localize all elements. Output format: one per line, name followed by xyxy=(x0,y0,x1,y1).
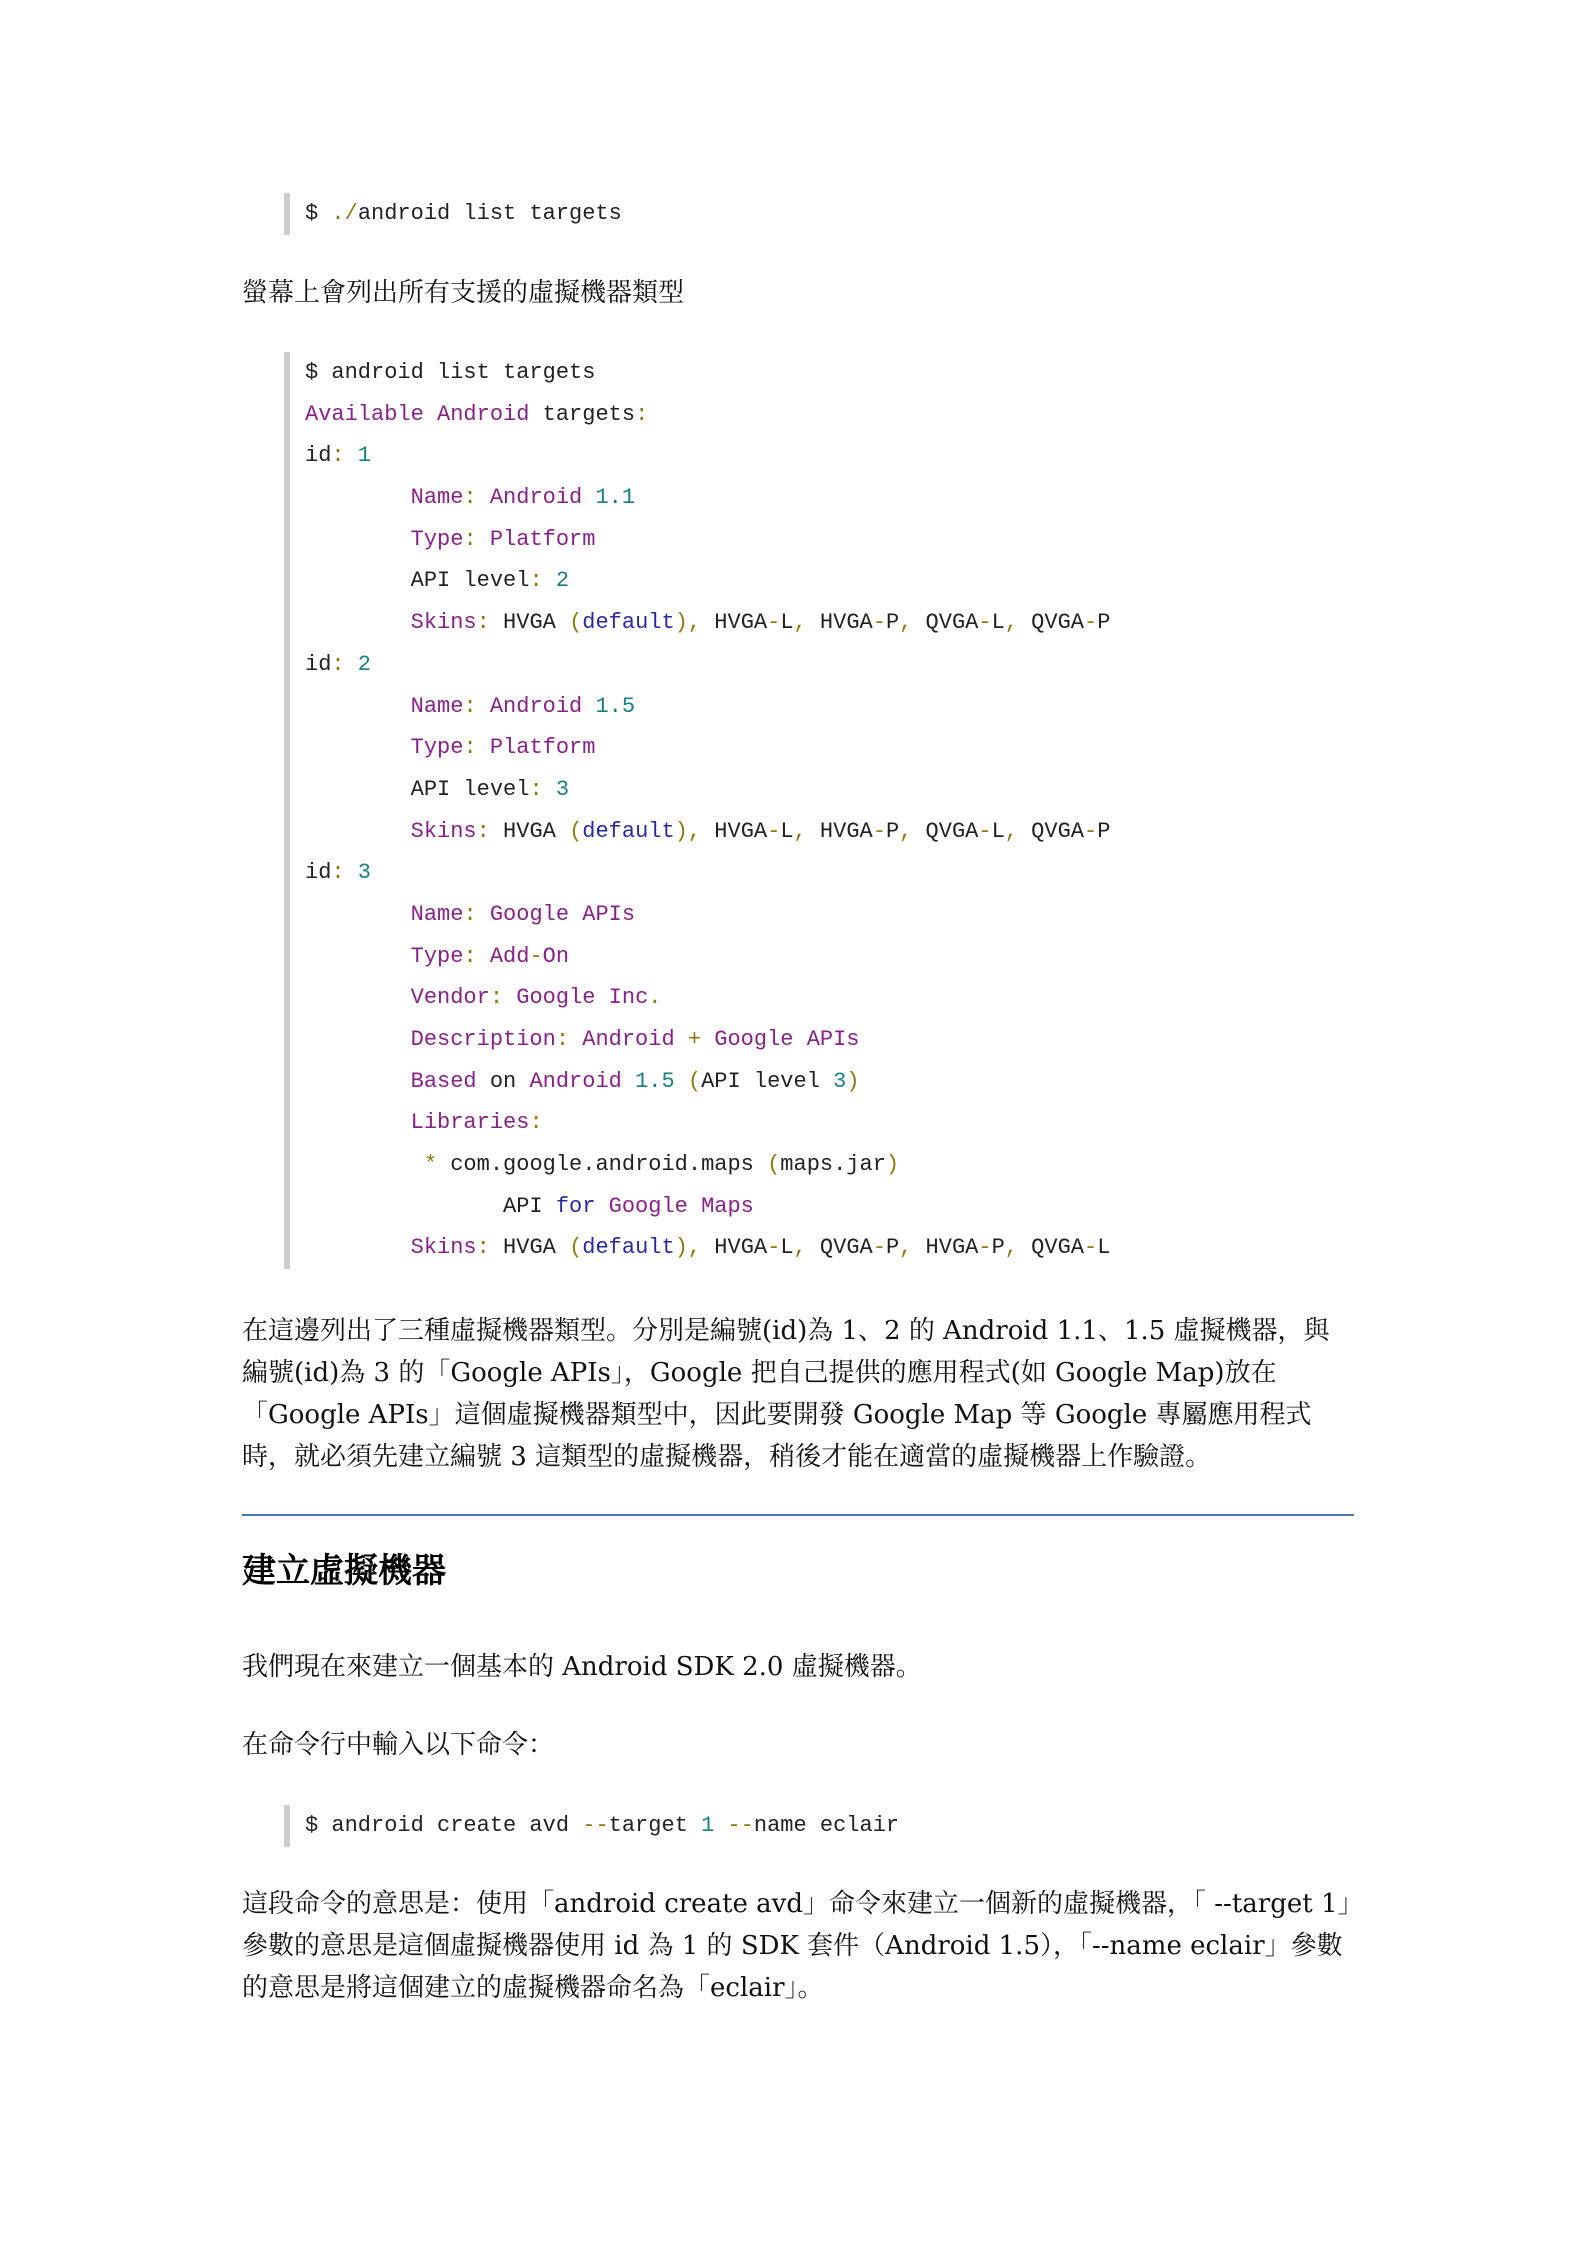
code-token: default xyxy=(582,818,675,844)
code-line xyxy=(305,1144,1110,1186)
code-line xyxy=(305,644,1110,686)
code-token: + xyxy=(674,1027,715,1052)
code-token: : xyxy=(463,526,477,552)
code-token: ( xyxy=(569,818,583,844)
code-line xyxy=(305,936,1110,978)
code-token: , xyxy=(793,818,807,844)
code-token: ) xyxy=(885,1152,900,1178)
code-token: Available Android xyxy=(305,401,530,427)
code-token: P xyxy=(885,818,900,844)
code-token: Description xyxy=(305,1027,556,1052)
code-line xyxy=(305,435,1110,477)
code-token: : xyxy=(476,1235,490,1261)
code-token: target xyxy=(608,1813,702,1838)
code-token: HVGA xyxy=(489,818,570,844)
code-token: ( xyxy=(767,1152,781,1178)
code-token: ), xyxy=(674,818,702,844)
section-divider xyxy=(242,1514,1354,1516)
code-token: Google APIs xyxy=(714,1027,860,1052)
code-token: - xyxy=(1083,1235,1098,1261)
section-heading: 建立虛擬機器 xyxy=(242,1551,446,1591)
paragraph-intro: 螢幕上會列出所有支援的虛擬機器類型 xyxy=(242,278,685,308)
code-token: / xyxy=(344,201,358,226)
code-token: API xyxy=(305,1193,556,1219)
code-token: Google Inc xyxy=(503,985,649,1011)
code-token: Name xyxy=(305,693,464,719)
code-token: - xyxy=(978,818,992,844)
code-token: Type xyxy=(305,943,464,969)
code-token: Platform xyxy=(476,735,596,761)
code-token: Skins xyxy=(305,818,477,844)
code-token: - xyxy=(978,1235,992,1261)
code-token: for xyxy=(555,1193,596,1219)
code-token: $ xyxy=(305,201,332,226)
code-token: : xyxy=(489,985,504,1011)
code-token: * xyxy=(305,1152,451,1178)
paragraph-create-intro: 我們現在來建立一個基本的 Android SDK 2.0 虛擬機器。 xyxy=(242,1652,922,1682)
code-token: Platform xyxy=(476,526,596,552)
code-token: : xyxy=(331,443,345,469)
code-token: , xyxy=(1004,818,1018,844)
code-token: - xyxy=(872,610,886,636)
code-token: : xyxy=(476,610,490,636)
code-token: - xyxy=(1083,818,1098,844)
code-token: L xyxy=(780,818,794,844)
code-token: -- xyxy=(582,1813,609,1838)
code-line xyxy=(305,1102,1110,1144)
code-token: 3 xyxy=(833,1068,847,1094)
code-token: : xyxy=(529,568,543,594)
code-token: Android xyxy=(476,693,583,719)
code-token: ( xyxy=(569,610,583,636)
code-token: , xyxy=(899,818,913,844)
code-token: QVGA xyxy=(1017,1235,1084,1261)
code-token: HVGA xyxy=(489,610,570,636)
code-token: : xyxy=(463,693,477,719)
code-token: HVGA xyxy=(701,1235,768,1261)
code-line xyxy=(305,1019,1110,1061)
code-token: : xyxy=(635,401,649,427)
code-line xyxy=(305,477,1110,519)
code-token: - xyxy=(978,610,992,636)
code-token: QVGA xyxy=(912,818,979,844)
code-token: 1.5 xyxy=(621,1068,675,1094)
code-block-create-avd xyxy=(284,1805,899,1847)
code-token: Based xyxy=(305,1068,477,1094)
code-token: : xyxy=(476,818,490,844)
code-token: 2 xyxy=(344,651,372,677)
code-line xyxy=(305,811,1110,853)
code-token: Libraries xyxy=(305,1110,530,1136)
code-line xyxy=(305,394,1110,436)
code-token: : xyxy=(463,943,477,969)
code-line xyxy=(305,1186,1110,1228)
code-token: Android xyxy=(529,1068,622,1094)
code-token: android list targets xyxy=(357,201,622,226)
code-token: 1.5 xyxy=(582,693,636,719)
code-token: ), xyxy=(674,610,702,636)
code-token: . xyxy=(648,985,662,1011)
code-line xyxy=(305,352,1110,394)
code-token: Name xyxy=(305,485,464,511)
code-token: Type xyxy=(305,735,464,761)
code-token: Google Maps xyxy=(595,1193,754,1219)
code-line xyxy=(305,727,1110,769)
paragraph-cmd-prompt: 在命令行中輸入以下命令： xyxy=(242,1730,555,1760)
code-token: Vendor xyxy=(305,985,490,1011)
code-token: , xyxy=(1004,1235,1018,1261)
code-token: On xyxy=(542,943,570,969)
code-token: HVGA xyxy=(806,610,873,636)
paragraph-explain: 在這邊列出了三種虛擬機器類型。分別是編號(id)為 1、2 的 Android 1.1、1.5 虛擬機器，與編號(id)為 3 的「Google APIs」，Google 把自己提供的應用程式(如 Google Map)放在「Google APIs」這個虛擬機器類型中，因此要開發 Google Map 等 Google 專屬應用程式時，就必須先建立編號 3 這類型的虛擬機器，稍後才能在適當的虛擬機器上作驗證。 xyxy=(242,1316,1330,1472)
code-token: - xyxy=(767,818,781,844)
code-token: QVGA xyxy=(912,610,979,636)
code-token: Skins xyxy=(305,1235,477,1261)
code-token: API level xyxy=(305,568,530,594)
code-token: 1.1 xyxy=(582,485,636,511)
code-token: HVGA xyxy=(806,818,873,844)
code-token: 3 xyxy=(542,776,570,802)
code-token: ) xyxy=(846,1068,860,1094)
code-token: , xyxy=(1004,610,1018,636)
code-token: . xyxy=(331,201,345,226)
code-token: on xyxy=(476,1068,530,1094)
code-line xyxy=(305,602,1110,644)
code-token: L xyxy=(780,1235,794,1261)
code-line xyxy=(305,977,1110,1019)
code-token: ( xyxy=(674,1068,702,1094)
code-token: HVGA xyxy=(489,1235,570,1261)
code-token: Google APIs xyxy=(476,901,636,927)
code-token: $ android create avd xyxy=(305,1813,583,1838)
code-token: ), xyxy=(674,1235,702,1261)
code-token: QVGA xyxy=(1017,610,1084,636)
code-token: Name xyxy=(305,901,464,927)
code-token: 1 xyxy=(701,1813,715,1838)
paragraph-cmd-explain: 這段命令的意思是：使用「android create avd」命令來建立一個新的虛擬機器，「 --target 1」參數的意思是這個虛擬機器使用 id 為 1 的 SDK 套件（Android 1.5），「--name eclair」參數的意思是將這個建立的虛擬機器命名為「eclair」。 xyxy=(242,1889,1351,2003)
code-token: name eclair xyxy=(753,1813,900,1838)
code-token: id xyxy=(305,860,332,886)
code-token: L xyxy=(991,610,1005,636)
code-token: P xyxy=(885,610,900,636)
code-token: Skins xyxy=(305,610,477,636)
code-token: $ android list targets xyxy=(305,360,596,385)
code-token: : xyxy=(529,776,543,802)
code-token: P xyxy=(1097,610,1111,636)
code-line xyxy=(305,1805,899,1847)
code-token: -- xyxy=(714,1813,754,1838)
code-token: QVGA xyxy=(1017,818,1084,844)
code-token: id xyxy=(305,651,332,677)
code-line xyxy=(305,769,1110,811)
code-token: L xyxy=(1097,1235,1111,1261)
code-token: Android xyxy=(569,1027,675,1052)
code-token: : xyxy=(331,860,345,886)
code-token: - xyxy=(767,610,781,636)
code-token: : xyxy=(463,485,477,511)
code-token: Add xyxy=(476,943,530,969)
code-token: id xyxy=(305,443,332,469)
code-token: : xyxy=(555,1027,570,1052)
code-token: L xyxy=(991,818,1005,844)
code-token: : xyxy=(463,901,477,927)
code-token: HVGA xyxy=(912,1235,979,1261)
code-token: 1 xyxy=(344,443,372,469)
code-token: - xyxy=(872,1235,886,1261)
code-token: - xyxy=(872,818,886,844)
code-block-list-targets-cmd xyxy=(284,193,622,235)
code-token: , xyxy=(793,1235,807,1261)
code-line xyxy=(305,519,1110,561)
code-token: : xyxy=(529,1110,543,1136)
code-line xyxy=(305,1061,1110,1103)
code-line xyxy=(305,686,1110,728)
code-token: HVGA xyxy=(701,818,768,844)
code-block-list-targets-output xyxy=(284,352,1110,1269)
code-token: Type xyxy=(305,526,464,552)
code-token: : xyxy=(331,651,345,677)
code-token: default xyxy=(582,610,675,636)
code-token: QVGA xyxy=(806,1235,873,1261)
code-token: ( xyxy=(569,1235,583,1261)
code-token: , xyxy=(793,610,807,636)
code-token: 2 xyxy=(542,568,570,594)
code-line xyxy=(305,193,622,235)
code-token: maps.jar xyxy=(780,1152,886,1178)
code-token: com.google.android.maps xyxy=(450,1152,768,1178)
code-token: , xyxy=(899,610,913,636)
code-token: P xyxy=(885,1235,900,1261)
code-token: P xyxy=(991,1235,1005,1261)
code-line xyxy=(305,894,1110,936)
code-token: , xyxy=(899,1235,913,1261)
code-token: HVGA xyxy=(701,610,768,636)
code-token: - xyxy=(1083,610,1098,636)
code-line xyxy=(305,1227,1110,1269)
code-token: Android xyxy=(476,485,583,511)
code-line xyxy=(305,560,1110,602)
code-token: P xyxy=(1097,818,1111,844)
code-token: - xyxy=(767,1235,781,1261)
code-token: targets xyxy=(529,401,636,427)
code-token: default xyxy=(582,1235,675,1261)
code-token: API level xyxy=(701,1068,834,1094)
code-token: 3 xyxy=(344,860,372,886)
code-token: L xyxy=(780,610,794,636)
code-token: : xyxy=(463,735,477,761)
code-line xyxy=(305,852,1110,894)
code-token: API level xyxy=(305,776,530,802)
code-token: - xyxy=(529,943,543,969)
